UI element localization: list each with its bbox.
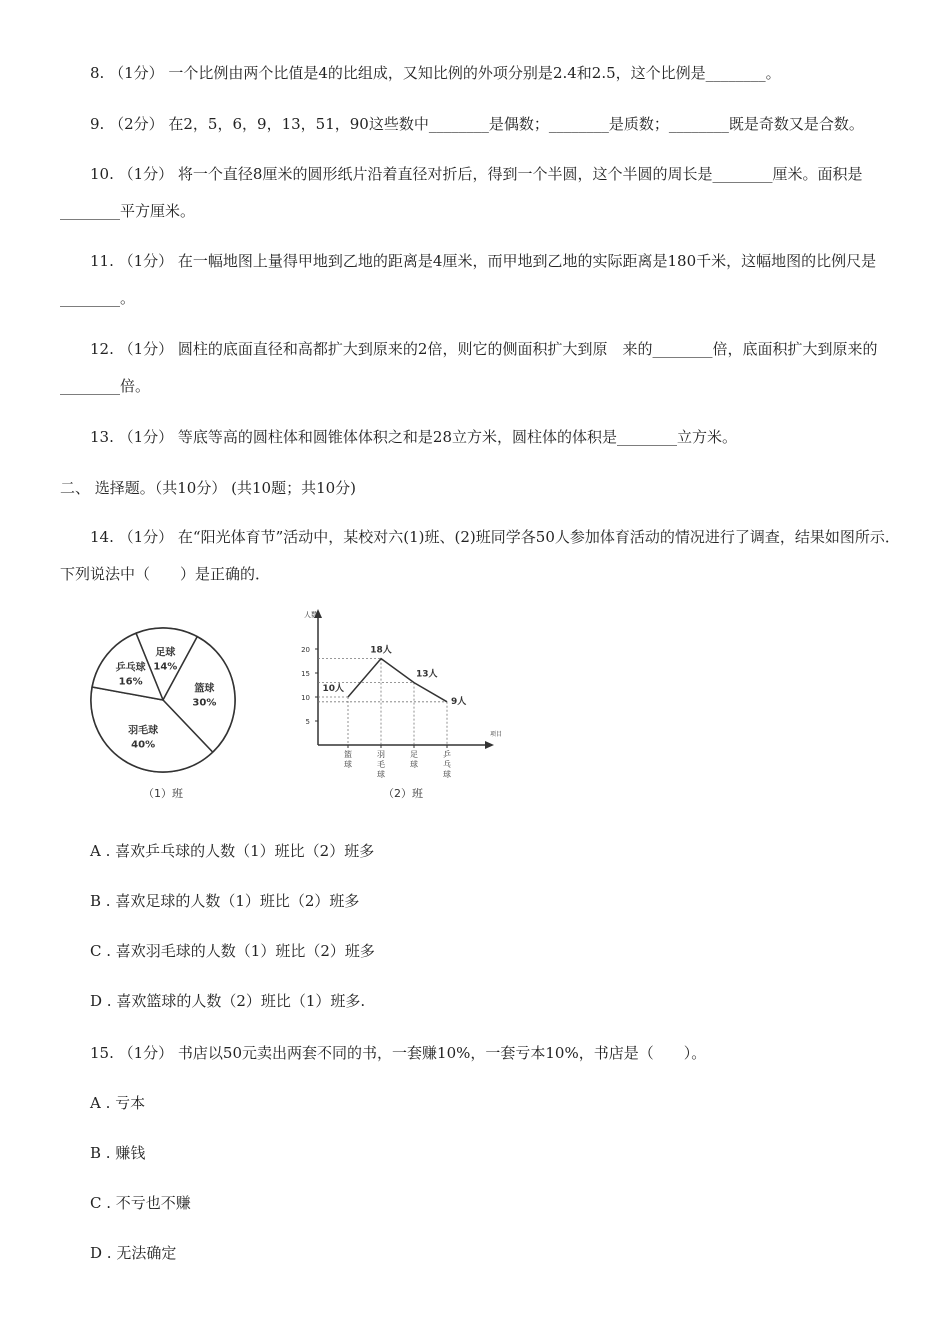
section-2-heading: 二、 选择题。（共10分） (共10题；共10分): [60, 479, 357, 497]
question-12: 12. （1分） 圆柱的底面直径和高都扩大到原来的2倍，则它的侧面积扩大到原 来的________倍，底面积扩大到原来的________倍。: [60, 340, 878, 395]
q14-option-c[interactable]: C . 喜欢羽毛球的人数（1）班比（2）班多: [90, 942, 375, 960]
pie-slice-percent: 30%: [192, 697, 217, 709]
question-8: 8. （1分） 一个比例由两个比值是4的比组成，又知比例的外项分别是2.4和2.5，这个比例是________。: [90, 64, 781, 82]
pie-slice-name: 足球: [155, 647, 176, 659]
question-15: 15. （1分） 书店以50元卖出两套不同的书，一套赚10%，一套亏本10%，书店是（ ）。: [90, 1044, 707, 1062]
point-label: 13人: [416, 669, 438, 680]
pie-slice-name: 篮球: [194, 683, 215, 695]
question-14: 14. （1分） 在“阳光体育节”活动中，某校对六(1)班、(2)班同学各50人参加体育活动的情况进行了调查，结果如图所示．下列说法中（ ）是正确的．: [60, 528, 900, 583]
line-caption: （2）班: [383, 787, 423, 800]
q14-option-b[interactable]: B . 喜欢足球的人数（1）班比（2）班多: [90, 892, 360, 910]
x-axis-label: 项目: [490, 731, 503, 738]
q15-option-a[interactable]: A . 亏本: [90, 1094, 146, 1112]
point-label: 18人: [370, 645, 392, 656]
q15-option-b[interactable]: B . 赚钱: [90, 1144, 146, 1162]
pie-slice-percent: 14%: [153, 661, 178, 673]
series-line: [348, 659, 447, 702]
pie-slice-percent: 40%: [131, 739, 156, 751]
point-label: 10人: [322, 684, 344, 694]
pie-slice-name: 乒乓球: [115, 662, 146, 674]
y-tick-label: 15: [301, 670, 310, 678]
x-category-label: 篮球: [344, 750, 352, 769]
y-tick-label: 5: [305, 718, 310, 726]
x-category-label: 乒乓球: [443, 750, 451, 779]
question-13: 13. （1分） 等底等高的圆柱体和圆锥体体积之和是28立方米，圆柱体的体积是________立方米。: [90, 428, 738, 446]
survey-charts-svg: [90, 605, 510, 805]
pie-slice-percent: 16%: [118, 676, 143, 688]
question-10: 10. （1分） 将一个直径8厘米的圆形纸片沿着直径对折后，得到一个半圆，这个半圆的周长是________厘米。面积是________平方厘米。: [60, 165, 863, 220]
pie-slice-name: 羽毛球: [128, 725, 159, 737]
y-axis-label: 人数: [304, 611, 318, 619]
point-label: 9人: [451, 696, 467, 707]
x-axis-arrow: [485, 741, 494, 749]
q14-option-d[interactable]: D . 喜欢篮球的人数（2）班比（1）班多.: [90, 992, 366, 1010]
question-11: 11. （1分） 在一幅地图上量得甲地到乙地的距离是4厘米，而甲地到乙地的实际距离是180千米，这幅地图的比例尺是________。: [60, 252, 877, 307]
pie-caption: （1）班: [143, 787, 183, 800]
survey-figures: [90, 605, 510, 805]
line-chart-class2: [301, 609, 502, 779]
q14-option-a[interactable]: A . 喜欢乒乓球的人数（1）班比（2）班多: [90, 842, 375, 860]
x-category-label: 足球: [410, 750, 418, 769]
y-tick-label: 10: [301, 694, 310, 702]
question-9: 9. （2分） 在2，5，6，9，13，51，90这些数中________是偶数；________是质数；________既是奇数又是合数。: [90, 115, 864, 133]
x-category-label: 羽毛球: [377, 750, 385, 779]
y-tick-label: 20: [301, 646, 310, 654]
pie-chart-class1: [91, 628, 235, 772]
q15-option-c[interactable]: C . 不亏也不赚: [90, 1194, 191, 1212]
q15-option-d[interactable]: D . 无法确定: [90, 1244, 177, 1262]
